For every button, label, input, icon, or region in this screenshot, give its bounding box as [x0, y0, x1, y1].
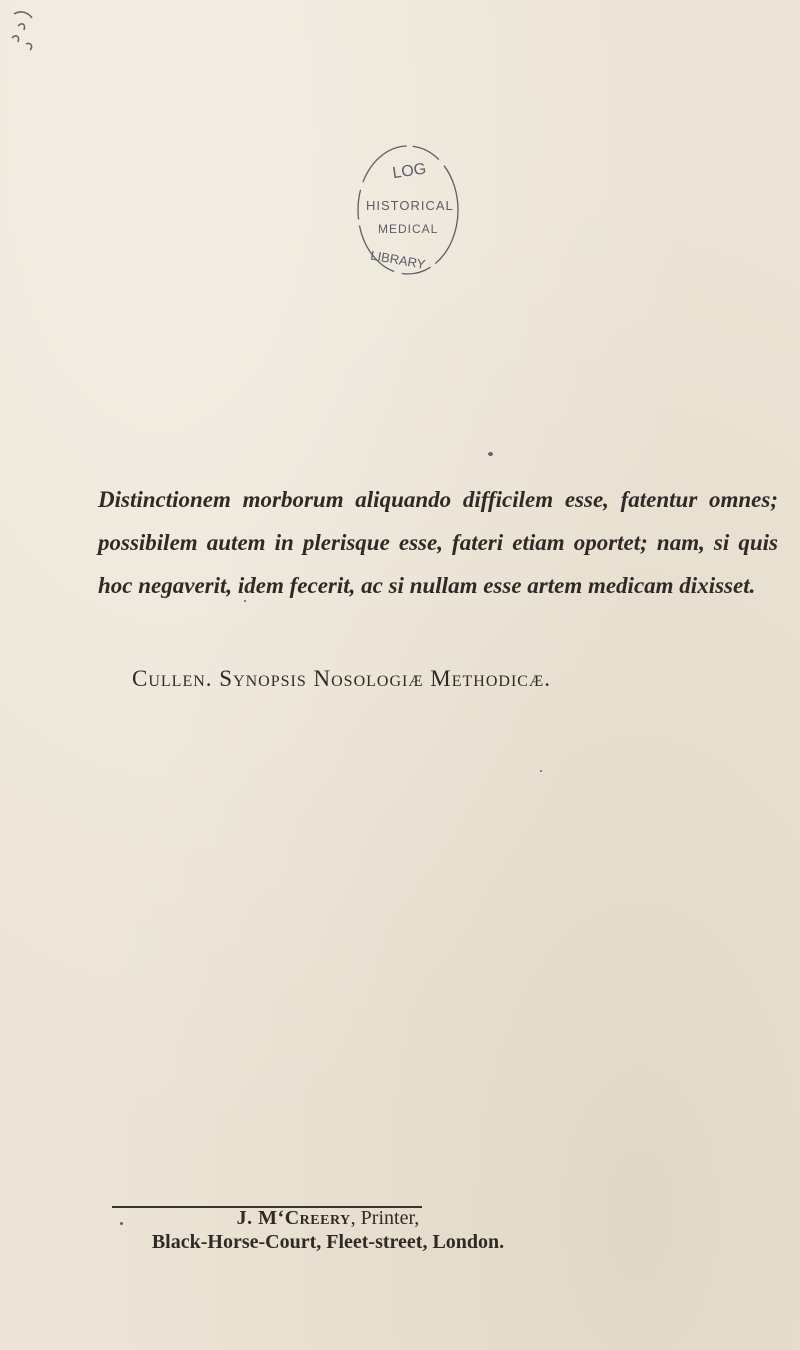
epigraph-attribution: Cullen. Synopsis Nosologiæ Methodicæ. — [132, 666, 551, 691]
stamp-line-2: MEDICAL — [378, 222, 439, 236]
stamp-line-1: HISTORICAL — [366, 198, 454, 213]
printer-line — [118, 1206, 538, 1230]
stamp-arc-top: LOG — [391, 160, 428, 183]
corner-ink-mark — [6, 8, 46, 56]
printer-imprint — [118, 1206, 538, 1254]
epigraph-quote: Distinctionem morborum aliquando difficilem esse, fatentur omnes; possibilem autem in plerisque esse, fateri etiam oportet; nam, si quis hoc negaverit, idem fecerit, ac si nullam esse artem medicam dixisset. — [98, 487, 778, 598]
printer-name: J. M‘Creery — [236, 1207, 351, 1229]
library-stamp — [352, 138, 464, 288]
printer-role: , Printer, — [350, 1207, 420, 1229]
stamp-arc-bottom: LIBRARY — [369, 247, 427, 272]
printer-address: Black-Horse-Court, Fleet-street, London. — [151, 1231, 505, 1253]
